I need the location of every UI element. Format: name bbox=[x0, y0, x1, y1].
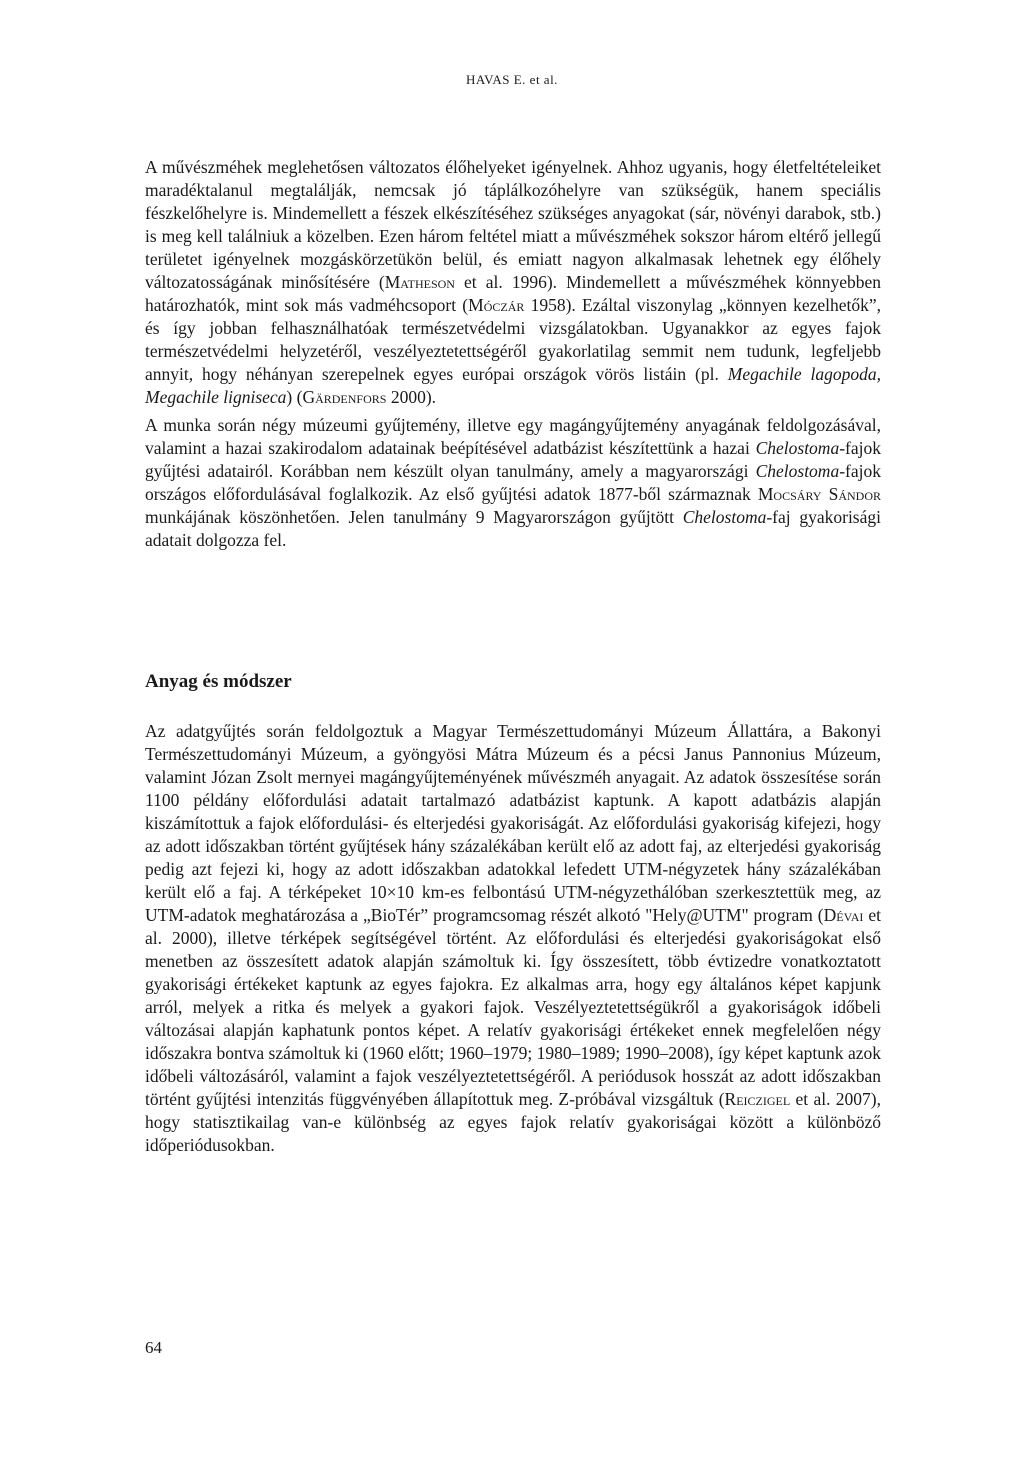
citation-author: Gärdenfors bbox=[302, 387, 387, 407]
citation-author: Móczár bbox=[468, 295, 525, 315]
running-head: HAVAS E. et al. bbox=[466, 72, 558, 87]
citation-author: Dévai bbox=[823, 905, 864, 925]
citation-author: Reiczigel bbox=[724, 1089, 791, 1109]
citation-author: Mocsáry Sándor bbox=[757, 484, 881, 504]
citation-author: Matheson bbox=[384, 272, 455, 292]
intro-section bbox=[145, 156, 881, 552]
methods-section bbox=[145, 670, 881, 1157]
genus-name: Chelostoma bbox=[755, 461, 840, 481]
genus-name: Chelostoma bbox=[682, 507, 767, 527]
intro-paragraph-2: A munka során négy múzeumi gyűjtemény, illetve egy magángyűjtemény anyagának feldolgozásával, valamint a hazai szakirodalom adatainak beépítésével adatbázist készítettünk a hazai Chelostoma-fajok gyűjtési adatairól. Korábban nem készült olyan tanulmány, amely a magyarországi Chelostoma-fajok országos előfordulásával foglalkozik. Az első gyűjtési adatok 1877-ből származnak Mocsáry Sándor munkájának köszönhetően. Jelen tanulmány 9 Magyarországon gyűjtött Chelostoma-faj gyakorisági adatait dolgozza fel. bbox=[145, 415, 882, 550]
methods-paragraph-1: Az adatgyűjtés során feldolgoztuk a Magyar Természettudományi Múzeum Állattára, a Bakonyi Természettudományi Múzeum, a gyöngyösi Mátra Múzeum és a pécsi Janus Pannonius Múzeum, valamint Józan Zsolt mernyei magángyűjteményének művészméh anyagait. Az adatok összesítése során 1100 példány előfordulási adatait tartalmazó adatbázist kaptunk. A kapott adatbázis alapján kiszámítottuk a fajok előfordulási- és elterjedési gyakoriságát. Az előfordulási gyakoriság kifejezi, hogy az adott időszakban történt gyűjtések hány százalékában került elő az adott faj, az elterjedési gyakoriság pedig azt fejezi ki, hogy az adott időszakban adatokkal lefedett UTM-négyzetek hány százalékában került elő a faj. A térképeket 10×10 km-es felbontású UTM-négyzethálóban szerkesztettük meg, az UTM-adatok meghatározása a „BioTér” programcsomag részét alkotó "Hely@UTM" program (Dévai et al. 2000), illetve térképek segítségével történt. Az előfordulási és elterjedési gyakoriságokat első menetben az összesített adatok alapján számoltuk ki. Így összesített, több évtizedre vonatkoztatott gyakorisági értékeket kaptunk az egyes fajokra. Ez alkalmas arra, hogy egy általános képet kapjunk arról, melyek a ritka és melyek a gyakori fajok. Veszélyeztetettségükről a gyakoriságok időbeli változásai alapján kaphatunk pontos képet. A relatív gyakorisági értékeket ennek megfelelően négy időszakra bontva számoltuk ki (1960 előtt; 1960–1979; 1980–1989; 1990–2008), így képet kaptunk azok időbeli változásáról, valamint a fajok veszélyeztetettségéről. A periódusok hosszát az adott időszakban történt gyűjtési intenzitás függvényében állapítottuk meg. Z-próbával vizsgáltuk (Reiczigel et al. 2007), hogy statisztikailag van-e különbség az egyes fajok relatív gyakoriságai között a különböző időperiódusokban. bbox=[145, 721, 881, 1155]
intro-paragraph-1: A művészméhek meglehetősen változatos élőhelyeket igényelnek. Ahhoz ugyanis, hogy életfeltételeiket maradéktalanul megtalálják, nemcsak jó táplálkozóhelyre van szükségük, hanem speciális fészkelőhelyre is. Mindemellett a fészek elkészítéséhez szükséges anyagokat (sár, növényi darabok, stb.) is meg kell találniuk a közelben. Ezen három feltétel miatt a művészméhek sokszor három eltérő jellegű területet igényelnek mozgáskörzetükön belül, és emiatt nagyon alkalmasak lehetnek egy élőhely változatosságának minősítésére (Matheson et al. 1996). Mindemellett a művészméhek könnyebben határozhatók, mint sok más vadméhcsoport (Móczár 1958). Ezáltal viszonylag „könnyen kezelhetők”, és így jobban felhasználhatóak természetvédelmi vizsgálatokban. Ugyanakkor az egyes fajok természetvédelmi helyzetéről, veszélyeztetettségéről gyakorlatilag semmit nem tudunk, legfeljebb annyit, hogy néhányan szerepelnek egyes európai országok vörös listáin (pl. Megachile lagopoda, Megachile ligniseca) (Gärdenfors 2000). bbox=[145, 157, 881, 407]
section-heading: Anyag és módszer bbox=[145, 671, 292, 692]
page-number: 64 bbox=[145, 1338, 162, 1357]
genus-name: Chelostoma bbox=[755, 438, 840, 458]
species-name: Megachile lagopoda, Megachile ligniseca bbox=[145, 364, 881, 407]
